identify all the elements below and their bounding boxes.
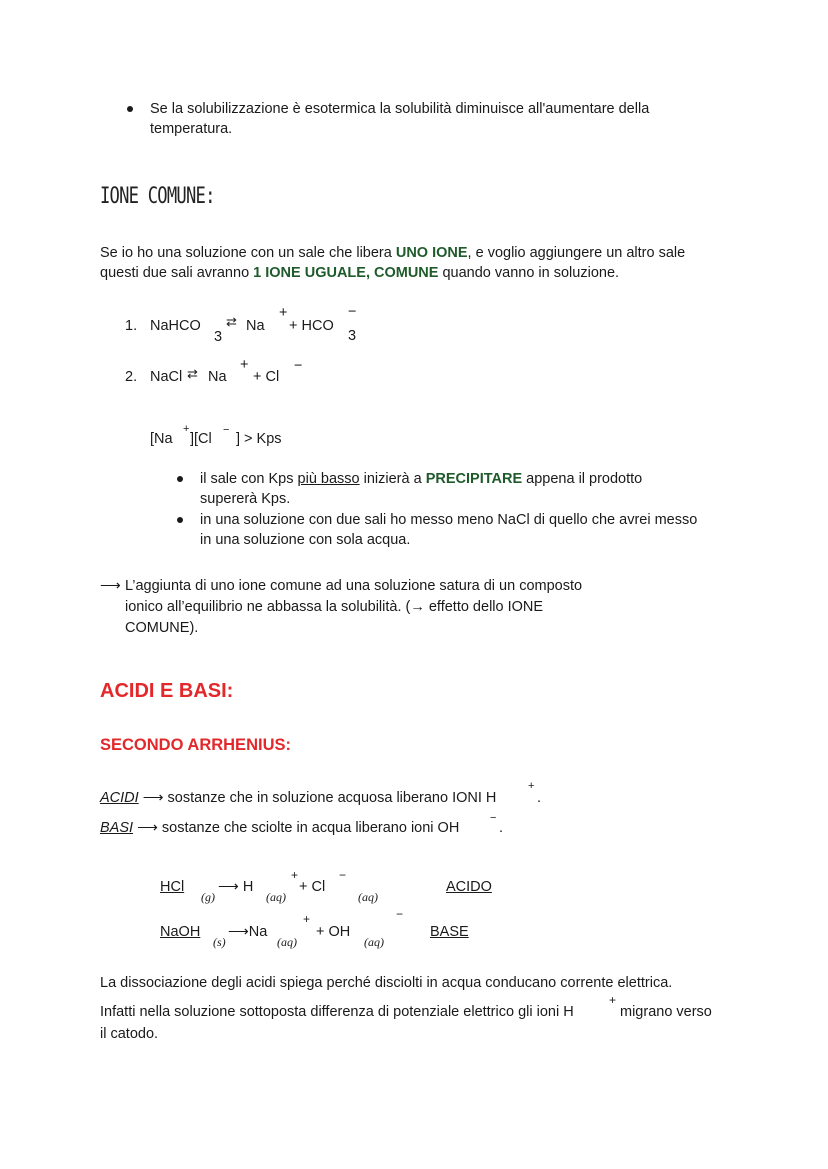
bullet-text: supererà Kps.: [200, 491, 291, 507]
bullet-text: temperatura.: [150, 121, 233, 137]
paragraph: Se io ho una soluzione con un sale che libera UNO IONE, e voglio aggiungere un altro sale: [100, 245, 686, 261]
punctuation: .: [537, 790, 542, 806]
heading-acidi-basi: ACIDI E BASI:: [100, 680, 234, 702]
bullet-text: in una soluzione con sola acqua.: [200, 532, 411, 548]
heading-ione-comune: IONE COMUNE:: [100, 184, 215, 209]
superscript: −: [490, 812, 497, 824]
bullet-dot: [127, 106, 133, 112]
bullet-text: in una soluzione con due sali ho messo meno NaCl di quello che avrei messo: [200, 512, 698, 528]
bullet-dot: [177, 476, 183, 482]
paragraph: Infatti nella soluzione sottoposta differenza di potenziale elettrico gli ioni H: [100, 1004, 574, 1020]
superscript: +: [528, 780, 535, 792]
paragraph: migrano verso: [620, 1004, 712, 1020]
conclusion-text: COMUNE).: [125, 620, 199, 636]
paragraph: La dissociazione degli acidi spiega perché disciolti in acqua conducano corrente elettrica.: [100, 975, 673, 991]
definition-acidi: ACIDI ⟶ sostanze che in soluzione acquosa liberano IONI H: [100, 790, 497, 806]
superscript: +: [609, 993, 617, 1007]
paragraph: il catodo.: [100, 1026, 159, 1042]
subheading-arrhenius: SECONDO ARRHENIUS:: [100, 736, 291, 754]
bullet-text: il sale con Kps più basso inizierà a PRECIPITARE appena il prodotto: [200, 471, 643, 487]
bullet-text: Se la solubilizzazione è esotermica la solubilità diminuisce all'aumentare della: [150, 101, 650, 117]
punctuation: .: [499, 820, 504, 836]
definition-basi: BASI ⟶ sostanze che sciolte in acqua liberano ioni OH: [100, 820, 460, 836]
bullet-dot: [177, 517, 183, 523]
conclusion-text: L’aggiunta di uno ione comune ad una soluzione satura di un composto: [125, 578, 583, 594]
paragraph: questi due sali avranno 1 IONE UGUALE, COMUNE quando vanno in soluzione.: [100, 265, 620, 281]
conclusion-text: ionico all’equilibrio ne abbassa la solubilità. (→ effetto dello IONE: [125, 599, 544, 615]
arrow-icon: ⟶: [100, 578, 121, 594]
